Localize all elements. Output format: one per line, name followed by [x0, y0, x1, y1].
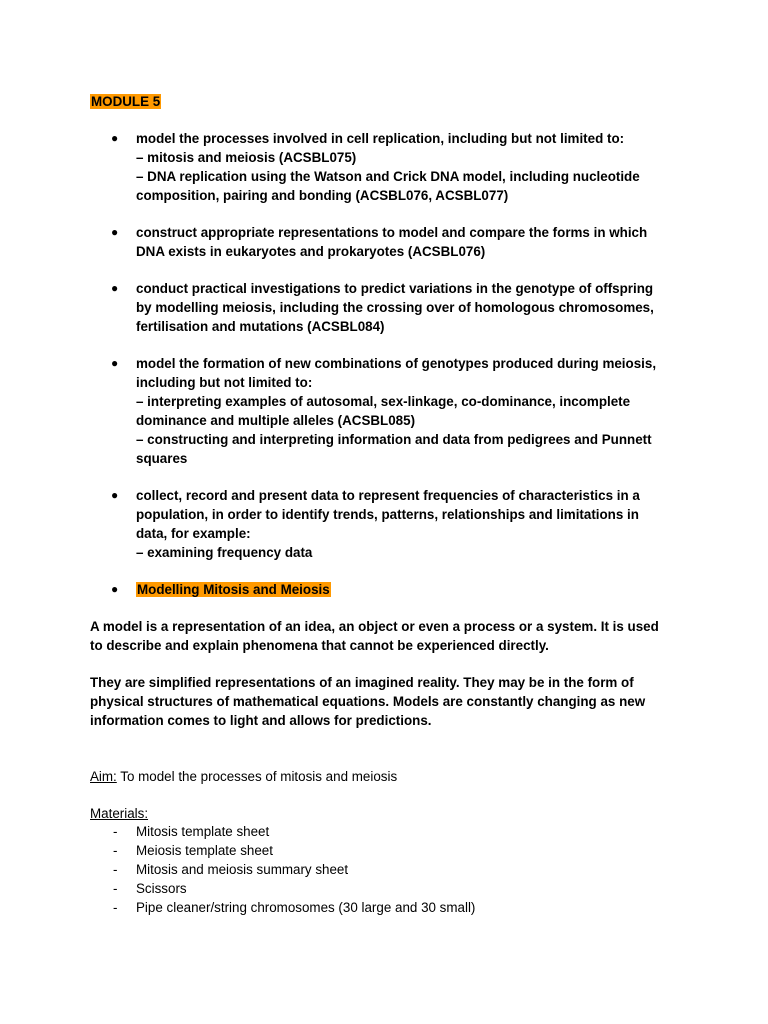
outcome-line: model the processes involved in cell replication, including but not limited to: — [136, 131, 625, 146]
material-text: Meiosis template sheet — [136, 843, 273, 858]
dash-bullet-icon: - — [113, 843, 118, 858]
dash-bullet-icon: - — [113, 900, 118, 915]
bullet-dot-icon: ● — [111, 131, 119, 145]
material-text: Mitosis and meiosis summary sheet — [136, 862, 349, 877]
dash-bullet-icon: - — [113, 824, 118, 839]
bullet-dot-icon: ● — [111, 356, 119, 370]
outcome-item — [90, 279, 690, 336]
outcome-line: by modelling meiosis, including the crossing over of homologous chromosomes, — [136, 300, 654, 315]
outcomes-list — [90, 129, 690, 617]
materials-label: Materials: — [90, 806, 149, 821]
bullet-dot-icon: ● — [111, 225, 119, 239]
paragraph-line: to describe and explain phenomena that cannot be experienced directly. — [90, 638, 549, 653]
material-text: Pipe cleaner/string chromosomes (30 large and 30 small) — [136, 900, 476, 915]
outcome-line: – interpreting examples of autosomal, sex-linkage, co-dominance, incomplete — [136, 394, 631, 409]
outcome-line: conduct practical investigations to predict variations in the genotype of offspring — [136, 281, 654, 296]
outcome-item — [90, 486, 690, 562]
module-title — [90, 92, 161, 111]
paragraph-line: They are simplified representations of an imagined reality. They may be in the form of — [90, 675, 634, 690]
outcome-item — [90, 223, 690, 261]
material-text: Scissors — [136, 881, 187, 896]
outcome-item — [90, 129, 690, 205]
outcome-line: including but not limited to: — [136, 375, 313, 390]
material-item — [90, 822, 475, 841]
paragraph-line: physical structures of mathematical equations. Models are constantly changing as new — [90, 694, 646, 709]
outcome-item — [90, 354, 690, 468]
bullet-dot-icon: ● — [111, 582, 119, 596]
bullet-dot-icon: ● — [111, 488, 119, 502]
outcome-line: – constructing and interpreting information and data from pedigrees and Punnett — [136, 432, 652, 447]
material-text: Mitosis template sheet — [136, 824, 270, 839]
materials-list — [90, 822, 475, 917]
outcome-line: – DNA replication using the Watson and Crick DNA model, including nucleotide — [136, 169, 640, 184]
outcome-line: population, in order to identify trends, patterns, relationships and limitations in — [136, 507, 639, 522]
outcome-line: fertilisation and mutations (ACSBL084) — [136, 319, 385, 334]
section-heading: Modelling Mitosis and Meiosis — [137, 582, 330, 597]
outcome-line: construct appropriate representations to model and compare the forms in which — [136, 225, 648, 240]
material-item — [90, 860, 475, 879]
material-item — [90, 841, 475, 860]
outcome-line: DNA exists in eukaryotes and prokaryotes (ACSBL076) — [136, 244, 486, 259]
model-description-paragraph — [90, 673, 690, 730]
outcome-line: composition, pairing and bonding (ACSBL076, ACSBL077) — [136, 188, 509, 203]
outcome-line: squares — [136, 451, 188, 466]
aim-text: To model the processes of mitosis and meiosis — [116, 769, 398, 784]
dash-bullet-icon: - — [113, 862, 118, 877]
paragraph-line: information comes to light and allows for predictions. — [90, 713, 432, 728]
bullet-dot-icon: ● — [111, 281, 119, 295]
material-item — [90, 879, 475, 898]
model-definition-paragraph — [90, 617, 690, 655]
outcome-line: collect, record and present data to represent frequencies of characteristics in a — [136, 488, 640, 503]
outcome-line: dominance and multiple alleles (ACSBL085) — [136, 413, 416, 428]
outcome-line: – examining frequency data — [136, 545, 313, 560]
materials-heading — [90, 804, 148, 823]
aim-label: Aim: — [90, 769, 117, 784]
outcome-line: data, for example: — [136, 526, 251, 541]
paragraph-line: A model is a representation of an idea, an object or even a process or a system. It is used — [90, 619, 659, 634]
aim-statement — [90, 767, 397, 786]
material-item — [90, 898, 475, 917]
module-title-highlight: MODULE 5 — [91, 94, 161, 109]
outcome-line: model the formation of new combinations of genotypes produced during meiosis, — [136, 356, 657, 371]
section-heading-item — [90, 580, 690, 599]
dash-bullet-icon: - — [113, 881, 118, 896]
outcome-line: – mitosis and meiosis (ACSBL075) — [136, 150, 357, 165]
